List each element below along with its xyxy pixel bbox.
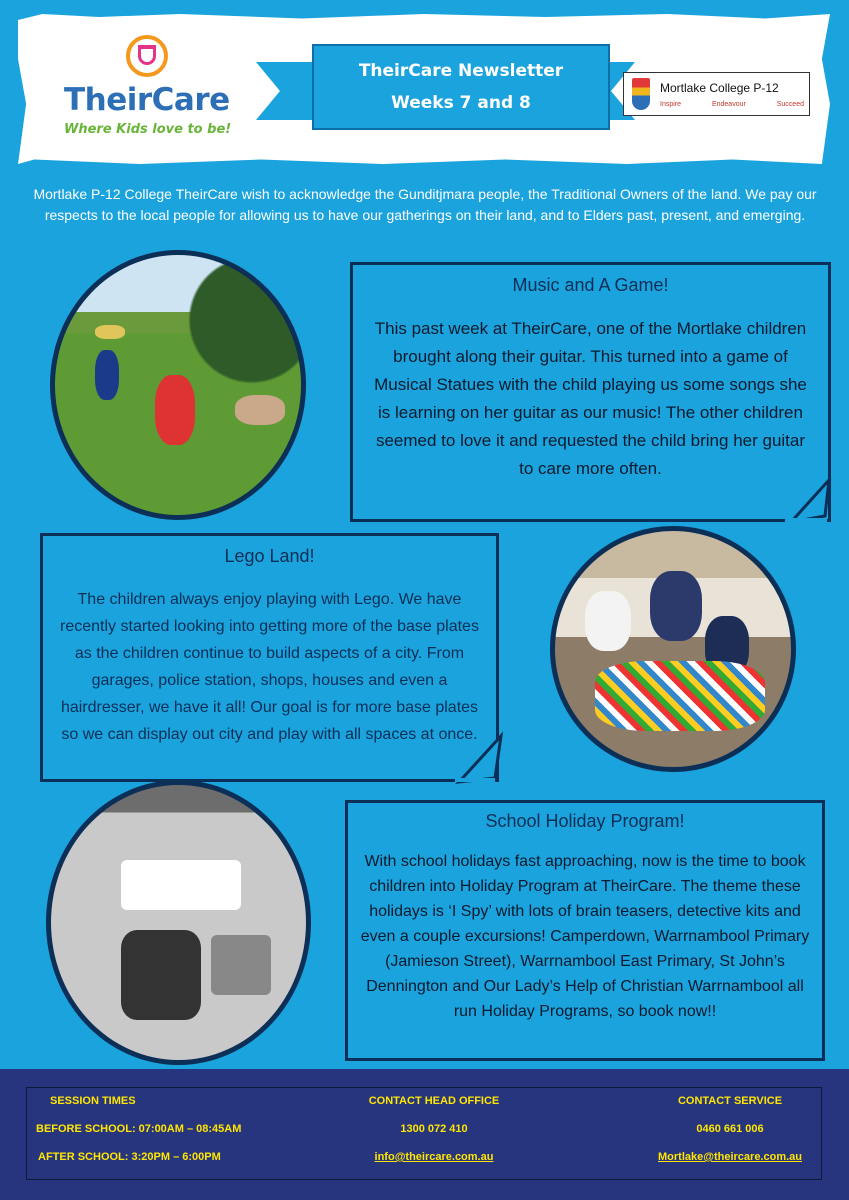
before-school-times: BEFORE SCHOOL: 07:00AM – 08:45AM (36, 1123, 242, 1135)
service-heading: CONTACT SERVICE (677, 1095, 783, 1107)
lego-section-body: The children always enjoy playing with Lego. We have recently started looking into getting more of the base plates as the children continue to build aspects of a city. From garages, police station, shops, houses and even a hairdresser, we have it all! Our goal is for more base plates so we can display out city and play with all spaces at once. (60, 591, 479, 743)
school-name: Mortlake College P-12 (660, 81, 779, 95)
motto-word: Inspire (660, 101, 682, 108)
ispy-flyer-photo (46, 780, 311, 1065)
child-figure (95, 350, 119, 400)
school-crest-icon (632, 78, 650, 110)
acknowledgement-of-country: Mortlake P-12 College TheirCare wish to acknowledge the Gunditjmara people, the Traditional Owners of the land. We pay our respects to the local people for allowing us to have our gatherings on their land, and to Elders past, present, and emerging. (33, 186, 817, 223)
session-times-heading: SESSION TIMES (50, 1095, 136, 1107)
service-contact (640, 1087, 820, 1171)
session-times (30, 1087, 260, 1171)
lego-section-title: Lego Land! (224, 546, 315, 566)
school-logo (623, 72, 810, 116)
music-section-title: Music and A Game! (512, 275, 669, 295)
holiday-section-body: With school holidays fast approaching, now is the time to book children into Holiday Program at TheirCare. The theme these holidays is ‘I Spy’ with lots of brain teasers, detective kits and even a couple excursions! Camperdown, Warrnambool Primary (Jamieson Street), Warrnambool East Primary, St John’s Dennington and Our Lady’s Help of Christian Warrnambool all run Holiday Programs, so book now!! (360, 853, 810, 1020)
child-figure (585, 591, 631, 651)
lego-photo (550, 526, 796, 772)
music-section-box (350, 262, 831, 522)
lego-speech-tail (455, 730, 505, 784)
service-email-link[interactable]: Mortlake@theircare.com.au (658, 1151, 802, 1163)
holiday-section-title: School Holiday Program! (485, 811, 685, 831)
motto-word: Succeed (776, 101, 804, 108)
wanted-poster (211, 935, 271, 995)
playground-slide (95, 325, 125, 339)
guitar-player (235, 395, 285, 425)
newsletter-title-ribbon (312, 44, 610, 130)
after-school-times: AFTER SCHOOL: 3:20PM – 6:00PM (38, 1151, 221, 1163)
head-office-contact (344, 1087, 524, 1171)
school-motto (660, 101, 804, 108)
motto-word: Endeavour (711, 101, 746, 108)
head-office-phone[interactable]: 1300 072 410 (400, 1123, 468, 1135)
head-office-heading: CONTACT HEAD OFFICE (368, 1095, 500, 1107)
detective-figure (121, 930, 201, 1020)
child-figure (650, 571, 702, 641)
lego-section-box (40, 533, 499, 782)
ispy-kids-title-graphic (121, 860, 241, 910)
music-section-body: This past week at TheirCare, one of the Mortlake children brought along their guitar. This turned into a game of Musical Statues with the child playing us some songs she is learning on her guitar as our music! The other children seemed to love it and requested the child bring her guitar to care more often. (374, 319, 807, 478)
service-phone[interactable]: 0460 661 006 (696, 1123, 764, 1135)
theircare-logo (60, 30, 240, 150)
lego-pile (595, 661, 765, 731)
newsletter-title: TheirCare Newsletter (358, 61, 564, 81)
newsletter-weeks: Weeks 7 and 8 (391, 93, 531, 113)
logo-name: TheirCare (64, 82, 230, 118)
music-speech-tail (785, 478, 835, 522)
logo-tagline: Where Kids love to be! (64, 122, 232, 137)
child-figure (155, 375, 195, 445)
holiday-section-box (345, 800, 825, 1061)
head-office-email-link[interactable]: info@theircare.com.au (374, 1151, 494, 1163)
music-game-photo (50, 250, 306, 520)
theircare-logo-mark-icon (126, 35, 168, 77)
